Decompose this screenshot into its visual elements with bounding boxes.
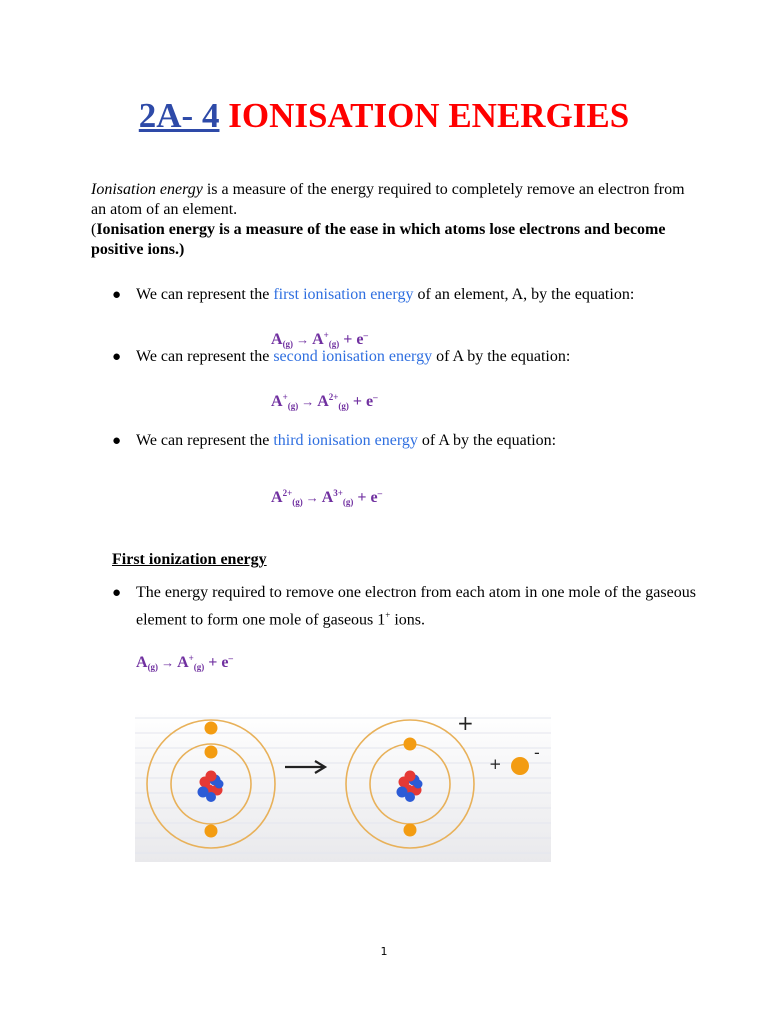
arrow-icon: → [301,394,315,409]
title-number: 2A- 4 [138,96,220,135]
ion-charge-plus: + [457,712,474,735]
bullet-highlight: second ionisation energy [273,348,433,365]
neutron [215,780,224,789]
equation-definition: $A_{(g)} \to A^+_{(g)} + e^-$ [136,653,233,672]
page-title [0,92,768,140]
bullet-pre: We can represent the [136,432,274,449]
bullet-highlight: first ionisation energy [273,286,414,303]
intro-rest: is a measure of the energy required to completely remove an electron from an atom of an element. [91,181,685,218]
bullet-post: of A by the equation: [417,432,557,449]
bullet-dot: ● [112,349,122,365]
electron [205,746,218,759]
ionisation-diagram [135,712,551,862]
intro-term: Ionisation energy [91,181,203,198]
bullet-third-ionisation [136,430,696,451]
intro-bold-text: Ionisation energy is a measure of the ease in which atoms lose electrons and become positive ions.) [91,221,666,258]
equation-first: $A_{(g)} \to A^+_{(g)} + e^-$ [271,330,368,349]
definition-end: ions. [390,611,426,629]
neutron [405,792,415,802]
electron [205,722,218,735]
electron [404,738,417,751]
definition-sup: + [385,610,391,620]
bullet-highlight: third ionisation energy [273,432,418,449]
equation-third: $A^{2+}_{(g)} \to A^{3+}_{(g)} + e^-$ [271,488,383,507]
bullet-dot: ● [112,585,122,601]
arrow-icon: → [161,655,175,670]
bullet-pre: We can represent the [136,286,274,303]
intro-paragraph [91,180,691,260]
plus-sign: + [489,755,502,773]
arrow-icon: → [296,332,310,347]
bullet-dot: ● [112,287,122,303]
electron-charge-minus: - [534,743,540,762]
bullet-dot: ● [112,433,122,449]
electron [205,825,218,838]
bullet-pre: We can represent the [136,348,274,365]
definition-bullet [136,582,696,631]
equation-second: $A^+_{(g)} \to A^{2+}_{(g)} + e^-$ [271,392,378,411]
definition-text: The energy required to remove one electron from each atom in one mole of the gaseous element to form one mole of gaseous 1 [136,584,696,629]
proton [206,771,217,782]
intro-bold-open: ( [91,221,97,238]
bullet-post: of an element, A, by the equation: [413,286,635,303]
bullet-post: of A by the equation: [432,348,571,365]
neutron [414,780,423,789]
electron [404,824,417,837]
removed-electron [511,757,529,775]
bullet-second-ionisation [136,346,696,367]
proton [405,771,416,782]
arrow-icon: → [305,490,319,505]
diagram-background [135,712,551,862]
title-text: IONISATION ENERGIES [228,96,630,135]
bullet-first-ionisation [136,284,696,305]
neutron [206,792,216,802]
page-number: 1 [380,945,388,958]
section-heading: First ionization energy [112,551,267,568]
